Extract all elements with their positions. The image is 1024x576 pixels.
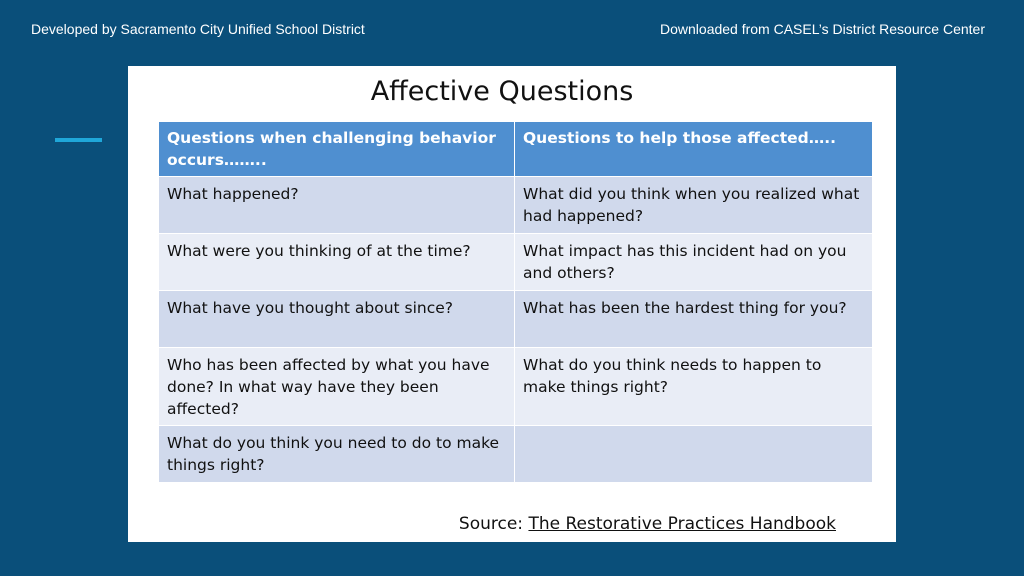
table-cell: What do you think you need to do to make things right? bbox=[159, 426, 515, 483]
header-right-text: Downloaded from CASEL’s District Resource Center bbox=[660, 21, 985, 37]
table-cell: What did you think when you realized what had happened? bbox=[515, 177, 873, 234]
table-cell: What were you thinking of at the time? bbox=[159, 234, 515, 291]
source-link[interactable]: The Restorative Practices Handbook bbox=[528, 514, 836, 534]
table-cell: What have you thought about since? bbox=[159, 291, 515, 348]
accent-bar bbox=[55, 138, 102, 142]
table-row bbox=[159, 348, 873, 426]
table-row bbox=[159, 291, 873, 348]
table-header-row bbox=[159, 122, 873, 177]
table-cell: Who has been affected by what you have done? In what way have they been affected? bbox=[159, 348, 515, 426]
card-title: Affective Questions bbox=[370, 76, 634, 107]
source-citation bbox=[459, 514, 836, 534]
table-row bbox=[159, 426, 873, 483]
header-help-affected: Questions to help those affected….. bbox=[515, 122, 873, 177]
table-cell bbox=[515, 426, 873, 483]
table-cell: What do you think needs to happen to make things right? bbox=[515, 348, 873, 426]
table-cell: What impact has this incident had on you and others? bbox=[515, 234, 873, 291]
questions-table bbox=[158, 121, 873, 483]
header-challenging-behavior: Questions when challenging behavior occurs…….. bbox=[159, 122, 515, 177]
header-left-text: Developed by Sacramento City Unified School District bbox=[31, 21, 365, 37]
table-row bbox=[159, 177, 873, 234]
table-cell: What happened? bbox=[159, 177, 515, 234]
table-row bbox=[159, 234, 873, 291]
table-cell: What has been the hardest thing for you? bbox=[515, 291, 873, 348]
source-label: Source: bbox=[458, 514, 524, 534]
slide-image-card bbox=[128, 66, 896, 542]
